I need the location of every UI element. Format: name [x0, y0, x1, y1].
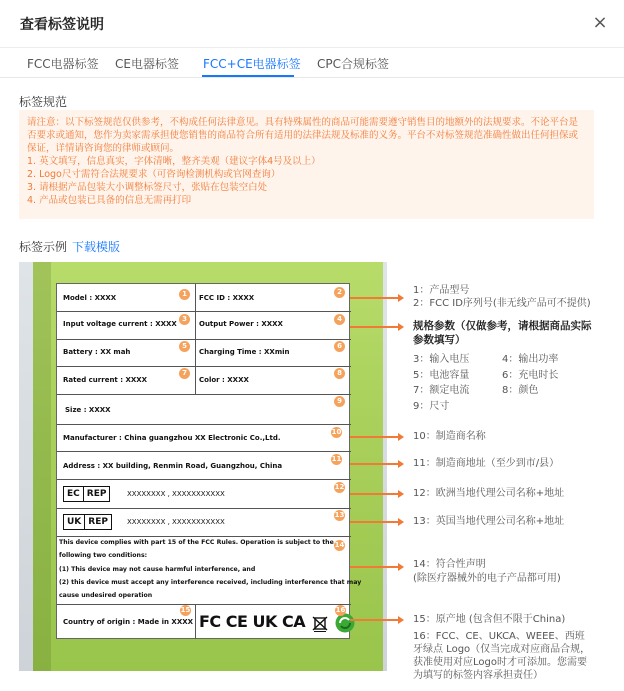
label-size: Size : XXXX — [65, 406, 111, 414]
label-color: Color : XXXX — [199, 376, 249, 384]
marker-7: 7 — [179, 368, 190, 379]
marker-4: 4 — [334, 314, 345, 325]
annotation-2: 2：FCC ID序列号(非无线产品可不提供) — [413, 298, 591, 309]
arrow-head — [398, 490, 404, 498]
fcc-statement-line: (2) this device must accept any interference received, including interference that may — [59, 579, 362, 586]
spec-heading: 标签规范 — [19, 95, 68, 109]
label-rated-current: Rated current : XXXX — [63, 376, 148, 384]
tab-ce[interactable]: CE电器标签 — [115, 57, 179, 71]
annotation-6: 6：充电时长 — [502, 370, 559, 381]
marker-8: 8 — [334, 368, 345, 379]
compliance-logos — [199, 612, 355, 633]
download-template-link[interactable]: 下载模版 — [72, 240, 121, 254]
arrow-head — [398, 518, 404, 526]
annotation-5: 5：电池容量 — [413, 370, 470, 381]
tab-fcc-ce[interactable]: FCC+CE电器标签 — [203, 57, 301, 71]
notice-line: 1. 英文填写，信息真实，字体清晰，整齐美观（建议字体4号及以上） — [27, 156, 321, 167]
fcc-statement-line: cause undesired operation — [59, 592, 153, 599]
spec-params-title: 规格参数（仅做参考，请根据商品实际 — [413, 320, 592, 332]
arrow-line — [350, 493, 400, 495]
marker-16: 16 — [335, 606, 346, 614]
tab-cpc[interactable]: CPC合规标签 — [317, 57, 389, 71]
notice-line: 请注意：以下标签规范仅供参考，不构成任何法律意见。具有特殊属性的商品可能需要遵守销售目的地额外的法规要求。不论平台是 — [27, 117, 579, 128]
marker-2: 2 — [334, 287, 345, 298]
annotation-14-note: (除医疗器械外的电子产品都可用) — [413, 573, 561, 584]
marker-3: 3 — [179, 314, 190, 325]
label-fcc-id: FCC ID : XXXX — [199, 294, 255, 302]
annotation-11: 11：制造商地址（至少到市/县） — [413, 458, 560, 469]
example-label — [56, 283, 362, 639]
ec-rep-value: XXXXXXXX , XXXXXXXXXXX — [127, 490, 225, 498]
box-edge-shadow — [33, 262, 51, 671]
fcc-statement-line: This device complies with part 15 of the FCC Rules. Operation is subject to the — [59, 539, 334, 546]
example-heading: 标签示例 — [19, 240, 68, 254]
arrow-line — [350, 326, 400, 328]
rep-text: REP — [86, 489, 107, 499]
marker-5: 5 — [179, 341, 190, 352]
uk-rep-value: XXXXXXXX , XXXXXXXXXXX — [127, 518, 225, 526]
tab-fcc[interactable]: FCC电器标签 — [27, 57, 99, 71]
annotation-15: 15：原产地 (包含但不限于China) — [413, 614, 566, 625]
arrow-line — [350, 463, 400, 465]
arrow-line — [350, 436, 400, 438]
close-icon[interactable]: × — [592, 12, 608, 33]
label-input-voltage: Input voltage current : XXXX — [63, 320, 177, 328]
uk-text: UK — [67, 517, 82, 527]
notice-box — [19, 110, 594, 219]
marker-15: 15 — [180, 606, 191, 614]
label-divider — [195, 605, 196, 639]
label-origin: Country of origin : Made in XXXX — [63, 618, 194, 626]
label-model: Model : XXXX — [63, 294, 117, 302]
active-tab-indicator — [202, 75, 294, 77]
marker-10: 10 — [331, 428, 342, 436]
annotation-13: 13：英国当地代理公司名称+地址 — [413, 516, 565, 527]
rep-text: REP — [88, 517, 108, 527]
annotation-4: 4：输出功率 — [502, 354, 559, 365]
marker-13: 13 — [334, 511, 345, 519]
notice-line: 保证，详情请咨询您的律师或顾问。 — [27, 143, 180, 154]
arrow-head — [398, 563, 404, 571]
annotation-16-line4: 为填写的标签内容承担责任） — [413, 670, 543, 681]
arrow-line — [350, 619, 400, 621]
arrow-head — [398, 616, 404, 624]
annotation-12: 12：欧洲当地代理公司名称+地址 — [413, 488, 565, 499]
notice-line: 4. 产品或包装已具备的信息无需再打印 — [27, 195, 192, 206]
annotation-7: 7：额定电流 — [413, 385, 470, 396]
ec-text: EC — [67, 489, 80, 499]
arrow-head — [398, 323, 404, 331]
annotation-8: 8：颜色 — [502, 385, 539, 396]
annotation-16-line2: 牙绿点 Logo（仅当完成对应商品合规， — [413, 644, 591, 655]
dialog-header — [0, 0, 624, 48]
marker-1: 1 — [179, 289, 190, 300]
arrow-head — [398, 294, 404, 302]
notice-line: 2. Logo尺寸需符合法规要求（可咨询检测机构或官网查询） — [27, 169, 281, 180]
marker-14: 14 — [334, 541, 345, 549]
label-output-power: Output Power : XXXX — [199, 320, 283, 328]
notice-line: 否要求或通知，您作为卖家需承担使您销售的商品符合所有适用的法律法规及标准的义务。平台不对标签规范准确性做出任何担保或 — [27, 130, 579, 141]
arrow-head — [398, 433, 404, 441]
annotation-1: 1：产品型号 — [413, 285, 470, 296]
ec-rep-mark — [63, 486, 110, 502]
weee-bin-icon — [312, 614, 328, 632]
marker-12: 12 — [334, 483, 345, 491]
marker-11: 11 — [331, 455, 342, 463]
annotation-3: 3：输入电压 — [413, 354, 470, 365]
marker-9: 9 — [334, 396, 345, 407]
annotation-16: 16：FCC、CE、UKCA、WEEE、西班 — [413, 631, 585, 642]
fcc-ce-ukca-logo: FC CE UK CA — [199, 612, 306, 631]
arrow-line — [350, 297, 400, 299]
annotation-16-line3: 获准使用对应Logo时才可添加。您需要 — [413, 657, 587, 668]
label-address: Address : XX building, Renmin Road, Guangzhou, China — [63, 462, 283, 470]
annotation-10: 10：制造商名称 — [413, 431, 486, 442]
arrow-line — [350, 566, 400, 568]
label-charging-time: Charging Time : XXmin — [199, 348, 290, 356]
dialog-title: 查看标签说明 — [20, 17, 104, 33]
notice-line: 3. 请根据产品包装大小调整标签尺寸，张贴在包装空白处 — [27, 182, 268, 193]
arrow-line — [350, 521, 400, 523]
arrow-head — [398, 460, 404, 468]
uk-rep-mark — [63, 514, 112, 530]
label-battery: Battery : XX mah — [63, 348, 131, 356]
label-manufacturer: Manufacturer : China guangzhou XX Electronic Co.,Ltd. — [63, 434, 281, 442]
fcc-statement-line: (1) This device may not cause harmful interference, and — [59, 566, 256, 573]
marker-6: 6 — [334, 341, 345, 352]
annotation-14: 14：符合性声明 — [413, 559, 486, 570]
annotation-9: 9：尺寸 — [413, 401, 450, 412]
fcc-statement-line: following two conditions: — [59, 552, 148, 559]
tab-bar — [0, 48, 624, 78]
spec-params-title-cont: 参数填写） — [413, 334, 466, 346]
